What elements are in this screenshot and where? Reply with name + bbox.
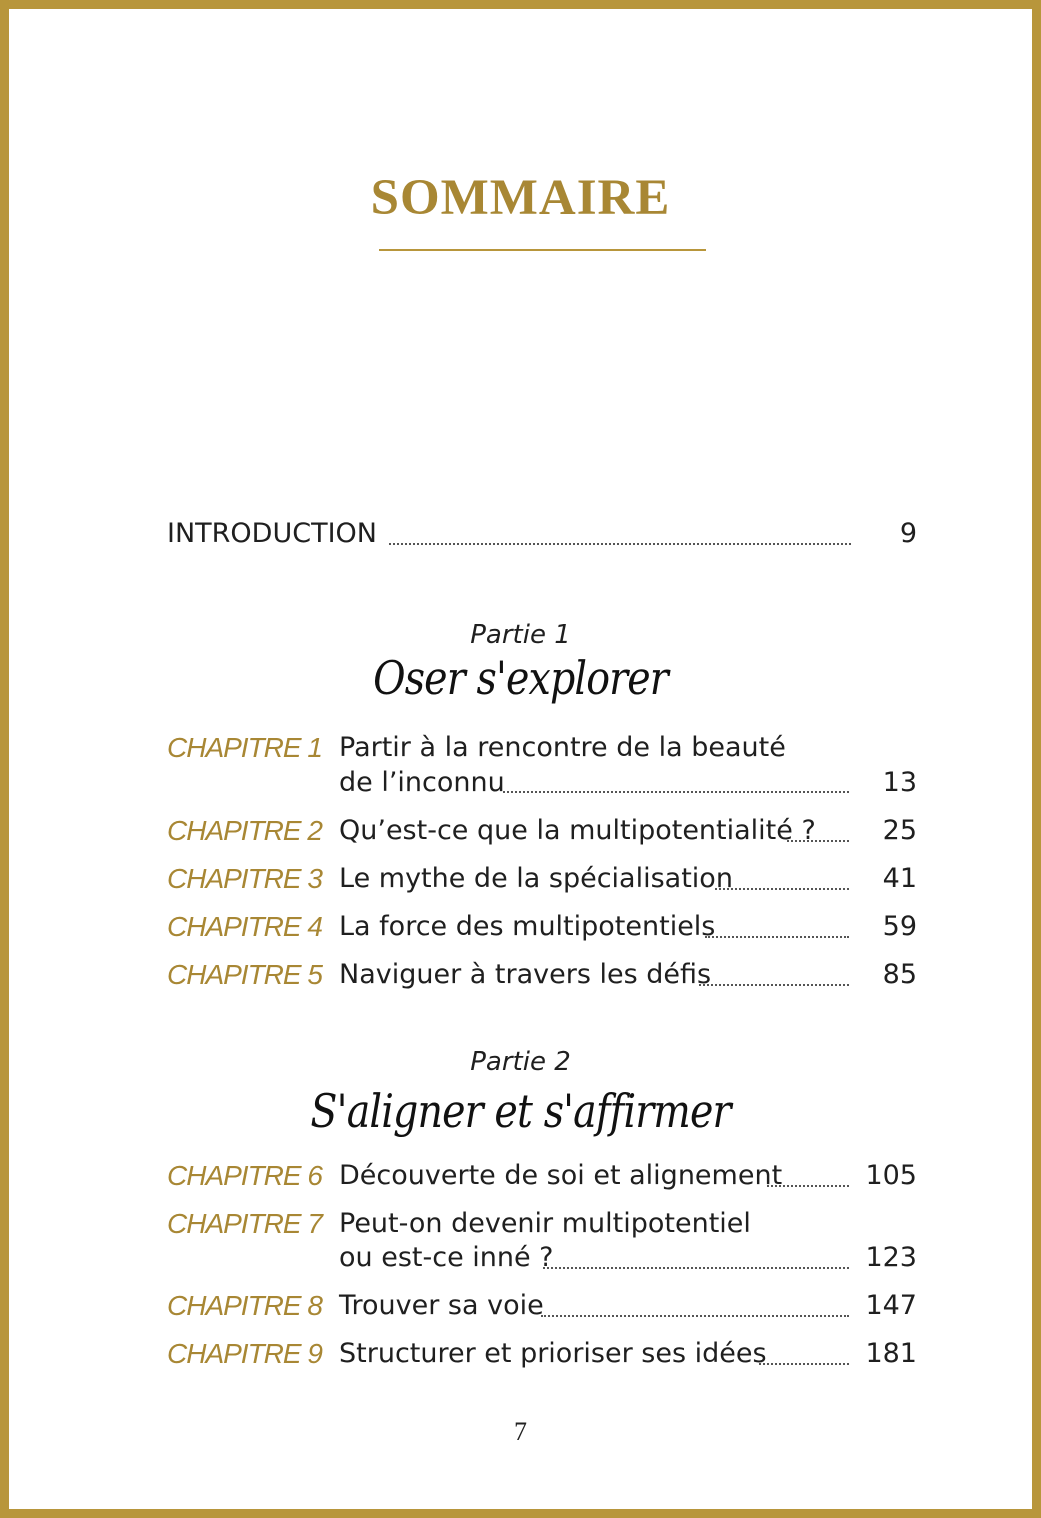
toc-entry-chapter-1[interactable] <box>167 731 917 803</box>
toc-entry-chapter-5[interactable] <box>167 958 917 992</box>
chapter-title: Naviguer à travers les défis <box>339 959 712 990</box>
chapter-label: CHAPITRE 5 <box>167 959 322 990</box>
dot-leader <box>759 1363 849 1365</box>
toc-entry-chapter-6[interactable] <box>167 1159 917 1193</box>
part-script-title: S'aligner et s'affirmer <box>310 1084 731 1138</box>
dot-leader <box>767 1185 849 1187</box>
chapter-title: Qu’est-ce que la multipotentialité ? <box>339 815 816 846</box>
chapter-title-line2: de l’inconnu <box>339 767 505 798</box>
chapter-title: Trouver sa voie <box>339 1290 544 1321</box>
chapter-title: Le mythe de la spécialisation <box>339 863 733 894</box>
page-folio: 7 <box>514 1417 527 1446</box>
part-script-title: Oser s'explorer <box>373 651 668 705</box>
chapter-label: CHAPITRE 7 <box>167 1208 322 1239</box>
toc-page-number: 85 <box>882 959 917 990</box>
toc-entry-chapter-3[interactable] <box>167 862 917 896</box>
part-label: Partie 1 <box>470 620 571 650</box>
toc-entry-label: INTRODUCTION <box>167 518 377 549</box>
page-title: SOMMAIRE <box>370 170 671 226</box>
toc-page-number: 9 <box>899 518 917 549</box>
toc-page-number: 13 <box>882 767 917 798</box>
dot-leader <box>715 888 849 890</box>
dot-leader <box>699 984 849 986</box>
toc-entry-chapter-8[interactable] <box>167 1289 917 1323</box>
toc-page-number: 59 <box>882 911 917 942</box>
chapter-label: CHAPITRE 9 <box>167 1338 322 1369</box>
dot-leader <box>705 936 849 938</box>
chapter-label: CHAPITRE 1 <box>167 732 322 763</box>
chapter-title: Découverte de soi et alignement <box>339 1160 783 1191</box>
chapter-title-line1: Partir à la rencontre de la beauté <box>339 732 786 763</box>
chapter-label: CHAPITRE 6 <box>167 1160 322 1191</box>
toc-page-number: 25 <box>882 815 917 846</box>
chapter-title-line2: ou est-ce inné ? <box>339 1242 554 1273</box>
toc-entry-chapter-7[interactable] <box>167 1207 917 1279</box>
chapter-label: CHAPITRE 4 <box>167 911 322 942</box>
part-label: Partie 2 <box>470 1047 571 1077</box>
chapter-label: CHAPITRE 3 <box>167 863 322 894</box>
dot-leader <box>389 543 851 545</box>
chapter-label: CHAPITRE 8 <box>167 1290 322 1321</box>
toc-entry-chapter-4[interactable] <box>167 910 917 944</box>
toc-entry-chapter-9[interactable] <box>167 1337 917 1371</box>
toc-page-number: 41 <box>882 863 917 894</box>
chapter-title: Structurer et prioriser ses idées <box>339 1338 767 1369</box>
chapter-label: CHAPITRE 2 <box>167 815 322 846</box>
dot-leader <box>541 1315 849 1317</box>
toc-page-number: 147 <box>865 1290 917 1321</box>
title-underline <box>379 249 706 251</box>
toc-entry-introduction[interactable] <box>167 517 917 551</box>
toc-entry-chapter-2[interactable] <box>167 814 917 848</box>
dot-leader <box>503 791 849 793</box>
chapter-title: La force des multipotentiels <box>339 911 716 942</box>
toc-page-number: 123 <box>865 1242 917 1273</box>
dot-leader <box>787 840 849 842</box>
toc-page-number: 181 <box>865 1338 917 1369</box>
toc-page-number: 105 <box>865 1160 917 1191</box>
chapter-title-line1: Peut-on devenir multipotentiel <box>339 1208 751 1239</box>
dot-leader <box>543 1267 849 1269</box>
